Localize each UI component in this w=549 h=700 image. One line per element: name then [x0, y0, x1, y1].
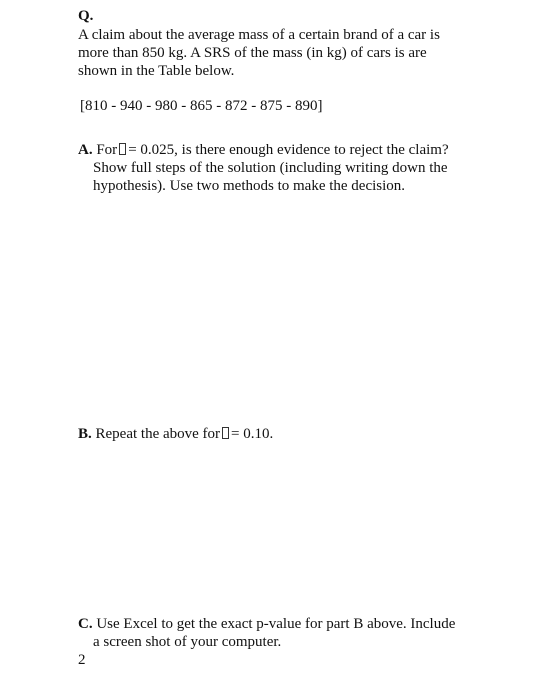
page-number: 2 — [78, 652, 86, 668]
part-c-line-2: a screen shot of your computer. — [93, 634, 282, 650]
part-c-text-1: Use Excel to get the exact p-value for part B above. Include — [96, 616, 456, 632]
part-a-label: A. — [78, 142, 93, 158]
part-a-line-3: hypothesis). Use two methods to make the decision. — [93, 178, 406, 194]
part-c — [78, 615, 455, 651]
part-a-line-2: Show full steps of the solution (including writing down the — [93, 160, 448, 176]
part-a — [78, 141, 449, 195]
intro-line: more than 850 kg. A SRS of the mass (in kg) of cars is are — [78, 45, 427, 61]
part-c-line-1 — [78, 615, 455, 633]
part-b-text-pre: Repeat the above for — [95, 426, 221, 442]
missing-glyph-icon — [222, 427, 229, 439]
part-a-line-1 — [78, 141, 449, 159]
intro-line: shown in the Table below. — [78, 63, 235, 79]
part-a-text-post: = 0.025, is there enough evidence to reject the claim? — [128, 142, 449, 158]
part-c-label: C. — [78, 616, 93, 632]
part-b-line-1 — [78, 425, 273, 443]
part-b-label: B. — [78, 426, 92, 442]
question-label: Q. — [78, 8, 94, 24]
part-b — [78, 425, 273, 443]
question-intro — [78, 26, 498, 80]
missing-glyph-icon — [119, 143, 126, 155]
part-a-text-pre: For — [96, 142, 118, 158]
part-b-text-post: = 0.10. — [231, 426, 274, 442]
data-set: [810 - 940 - 980 - 865 - 872 - 875 - 890] — [80, 98, 323, 114]
intro-line: A claim about the average mass of a certain brand of a car is — [78, 27, 440, 43]
